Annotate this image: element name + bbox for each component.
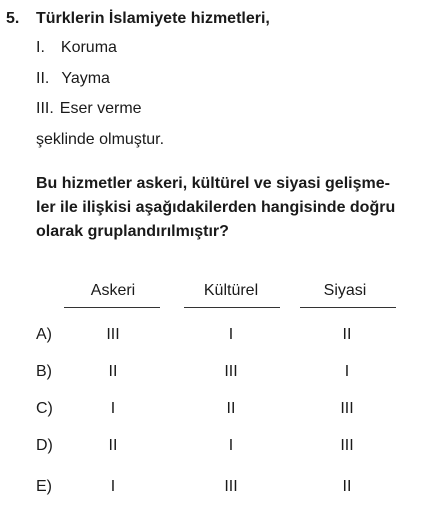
statement-tail: şeklinde olmuştur.	[36, 131, 165, 148]
prompt-line-2: ler ile ilişkisi aşağıdakilerden hangisinde doğru	[36, 199, 396, 216]
prompt-line-3: olarak gruplandırılmıştır?	[36, 223, 229, 240]
column-rule-kulturel	[184, 307, 280, 308]
option-a-kulturel: I	[228, 326, 234, 343]
statement-text-2: Yayma	[61, 70, 110, 87]
column-rule-siyasi	[300, 307, 396, 308]
option-e-askeri: I	[110, 478, 116, 495]
option-a-askeri: III	[106, 326, 120, 343]
column-header-siyasi: Siyasi	[323, 282, 367, 299]
option-e-kulturel: III	[224, 478, 238, 495]
option-c-siyasi: III	[340, 400, 354, 417]
column-header-kulturel: Kültürel	[203, 282, 259, 299]
option-d-askeri: II	[108, 437, 118, 454]
option-b-siyasi: I	[344, 363, 350, 380]
question-number: 5.	[6, 10, 20, 27]
option-c-askeri: I	[110, 400, 116, 417]
option-d-kulturel: I	[228, 437, 234, 454]
question-stem: Türklerin İslamiyete hizmetleri,	[36, 10, 270, 27]
statement-item-1	[36, 39, 117, 57]
option-b-askeri: II	[108, 363, 118, 380]
option-label-c[interactable]: C)	[36, 400, 53, 417]
option-label-b[interactable]: B)	[36, 363, 52, 380]
option-b-kulturel: III	[224, 363, 238, 380]
statement-item-3	[36, 100, 142, 118]
column-rule-askeri	[64, 307, 160, 308]
option-label-d[interactable]: D)	[36, 437, 53, 454]
statement-item-2	[36, 70, 110, 88]
option-label-e[interactable]: E)	[36, 478, 52, 495]
option-d-siyasi: III	[340, 437, 354, 454]
statement-roman-1: I.	[36, 39, 45, 56]
column-header-askeri: Askeri	[90, 282, 136, 299]
statement-text-1: Koruma	[60, 39, 117, 56]
option-c-kulturel: II	[226, 400, 236, 417]
statement-roman-2: II.	[36, 70, 50, 87]
option-e-siyasi: II	[342, 478, 352, 495]
statement-text-3: Eser verme	[59, 100, 142, 117]
statement-roman-3: III.	[36, 100, 54, 117]
option-a-siyasi: II	[342, 326, 352, 343]
option-label-a[interactable]: A)	[36, 326, 52, 343]
prompt-line-1: Bu hizmetler askeri, kültürel ve siyasi gelişme-	[36, 175, 390, 192]
question-prompt	[36, 172, 432, 244]
